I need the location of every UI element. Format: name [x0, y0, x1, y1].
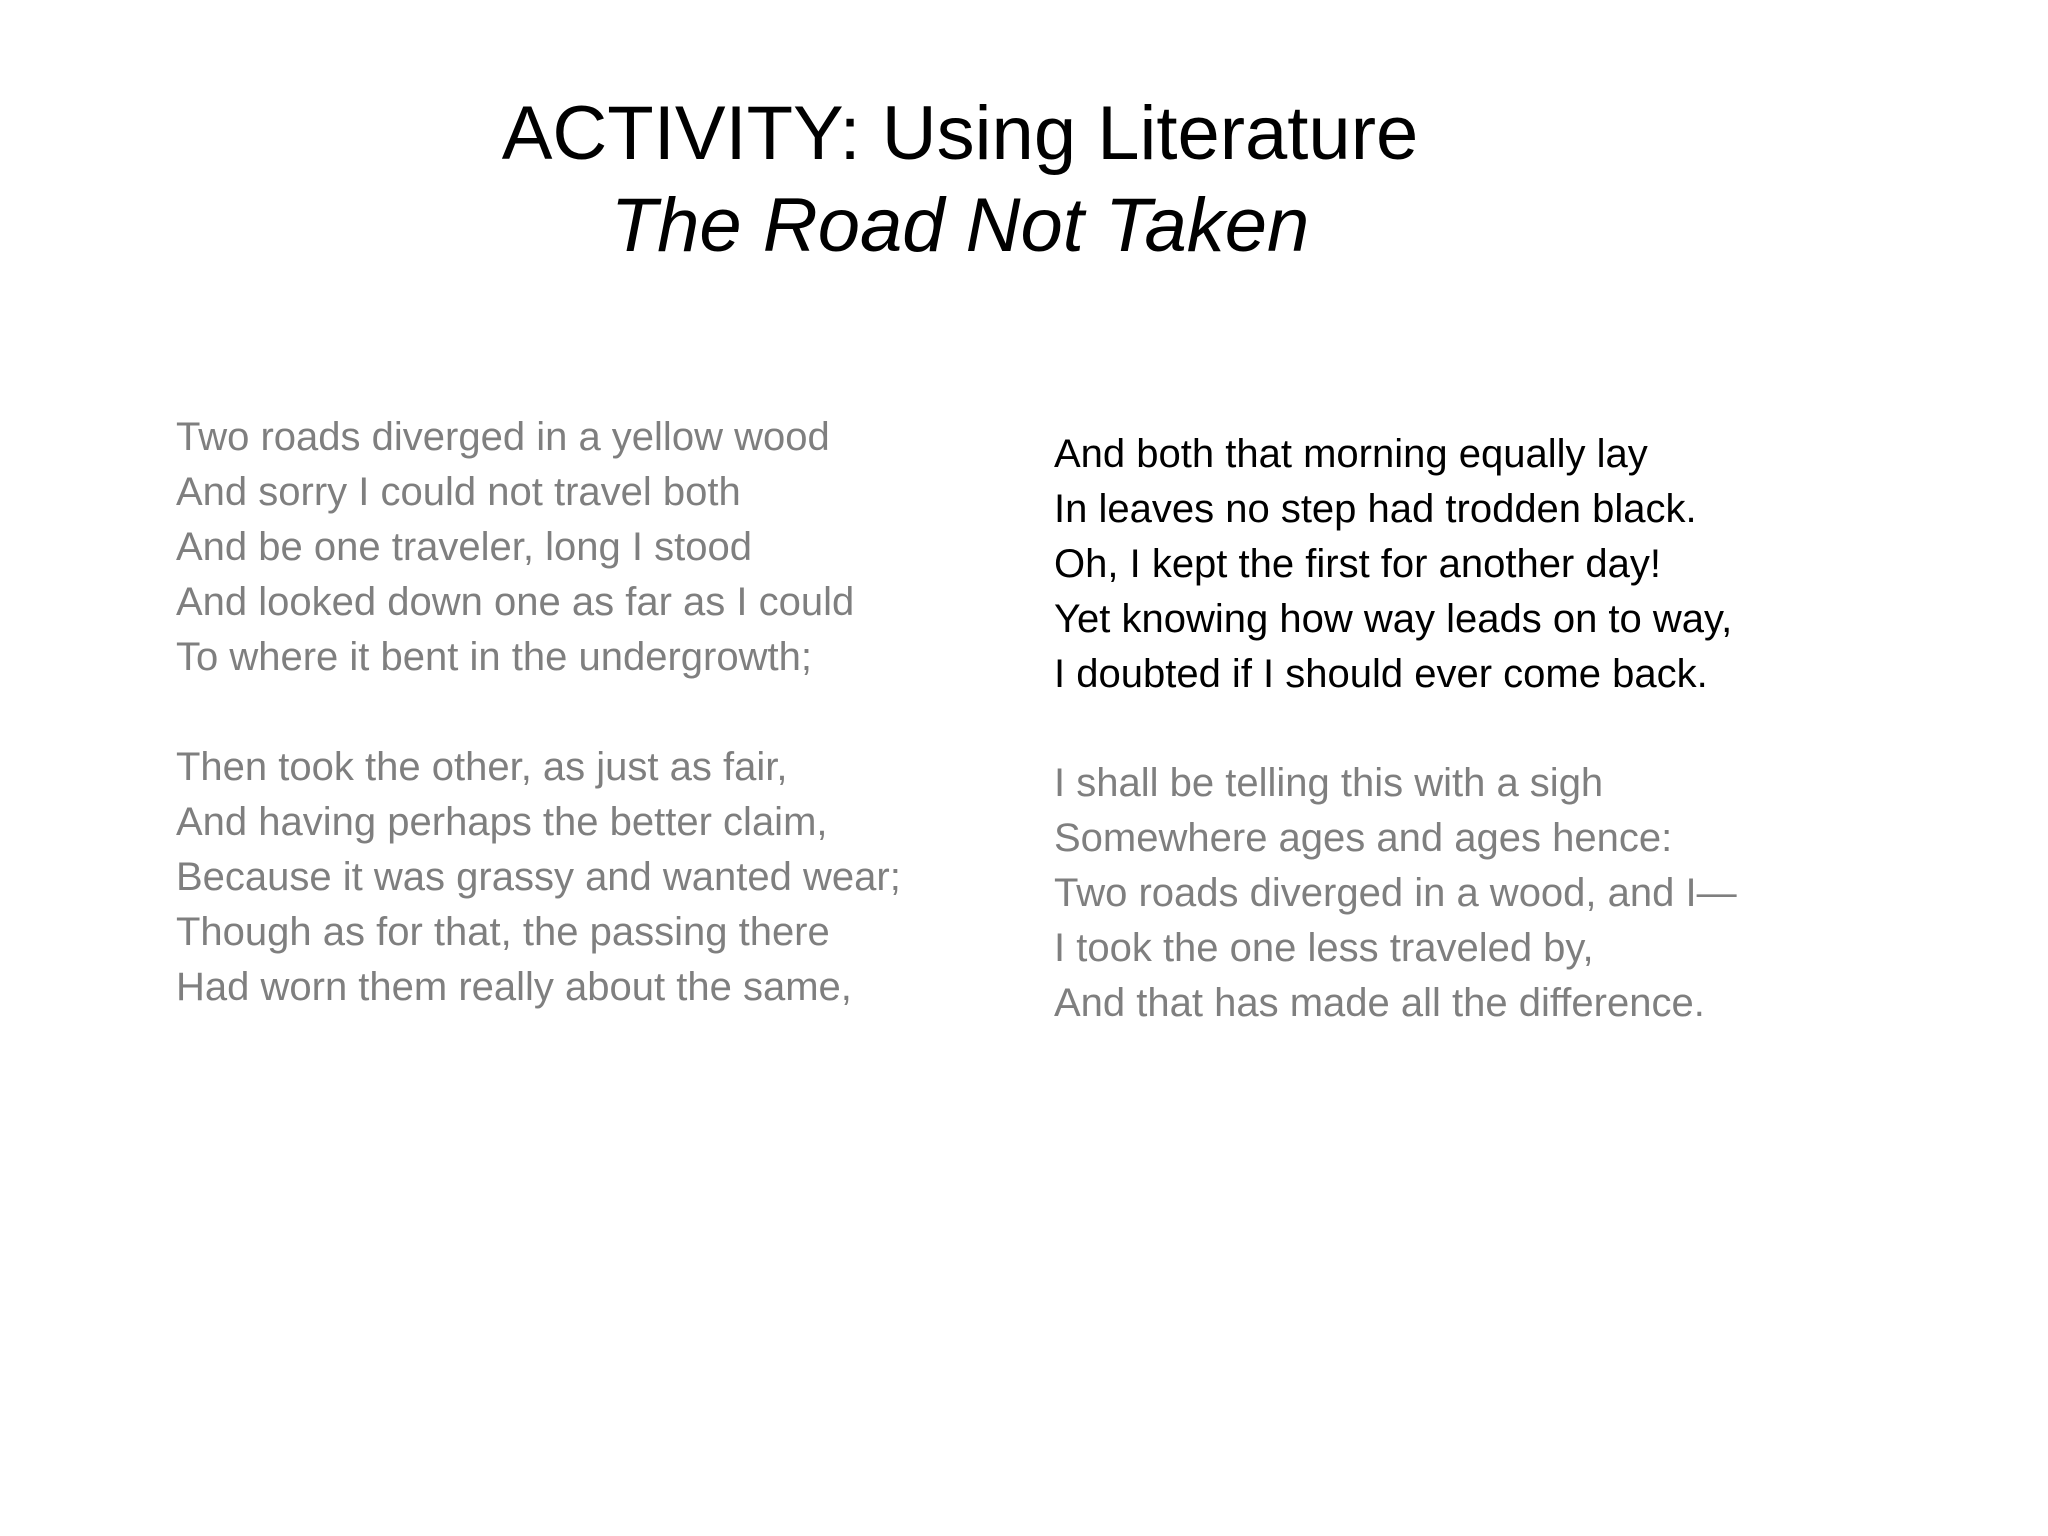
poem-line: Though as for that, the passing there — [176, 910, 830, 954]
poem-line: Somewhere ages and ages hence: — [1054, 816, 1673, 860]
poem-line: And having perhaps the better claim, — [176, 800, 828, 844]
poem-line: I took the one less traveled by, — [1054, 926, 1594, 970]
poem-line: I doubted if I should ever come back. — [1054, 652, 1708, 696]
poem-line: Two roads diverged in a yellow wood — [176, 415, 830, 459]
poem-line: And sorry I could not travel both — [176, 470, 741, 514]
poem-line: And looked down one as far as I could — [176, 580, 855, 624]
poem-line: Yet knowing how way leads on to way, — [1054, 597, 1733, 641]
stanza-3 — [1054, 427, 1732, 702]
title-block — [0, 88, 1920, 272]
poem-title: The Road Not Taken — [610, 183, 1310, 268]
poem-line: Oh, I kept the first for another day! — [1054, 542, 1661, 586]
poem-line: Had worn them really about the same, — [176, 965, 852, 1009]
poem-line: And be one traveler, long I stood — [176, 525, 752, 569]
slide-title: ACTIVITY: Using Literature — [501, 91, 1419, 176]
poem-line: And both that morning equally lay — [1054, 432, 1648, 476]
poem-line: I shall be telling this with a sigh — [1054, 761, 1604, 805]
stanza-2 — [176, 740, 901, 1015]
poem-line: Because it was grassy and wanted wear; — [176, 855, 901, 899]
poem-line: Two roads diverged in a wood, and I— — [1054, 871, 1737, 915]
poem-line: To where it bent in the undergrowth; — [176, 635, 812, 679]
poem-line: In leaves no step had trodden black. — [1054, 487, 1697, 531]
stanza-4 — [1054, 756, 1737, 1031]
poem-line: Then took the other, as just as fair, — [176, 745, 788, 789]
poem-line: And that has made all the difference. — [1054, 981, 1705, 1025]
stanza-1 — [176, 410, 854, 685]
